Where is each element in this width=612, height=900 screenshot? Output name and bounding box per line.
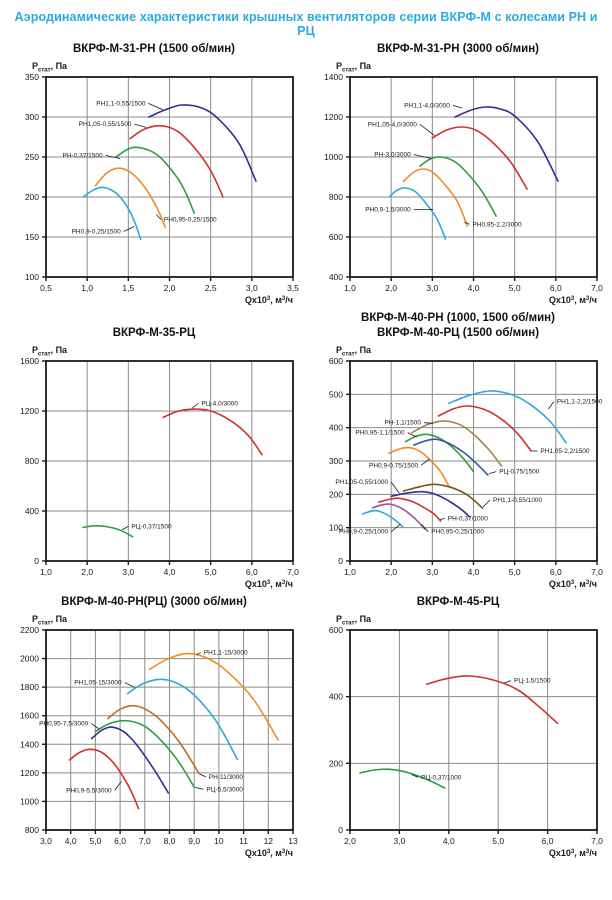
x-axis-label: $Qх10^3$, $м^3/ч$ — [244, 295, 293, 305]
chart-panel-5 — [6, 595, 302, 860]
curve-РН-0,37/1000 — [379, 498, 441, 521]
svg-text:600: 600 — [328, 625, 343, 635]
svg-text:3,0: 3,0 — [122, 567, 135, 577]
curve-РН0,9-0,25/1000 — [362, 511, 402, 527]
svg-text:1400: 1400 — [20, 739, 39, 750]
tick-labels — [324, 72, 603, 293]
curve-label: РЦ-5,5/3000 — [206, 786, 243, 794]
curve-label: РН0,9-0,75/1500 — [369, 462, 419, 470]
curve-label: РН1,05-0,55/1500 — [78, 121, 132, 129]
chart-panel-1 — [6, 42, 302, 307]
y-axis-label: $Р_{стат}$, Па — [336, 345, 372, 358]
svg-text:7,0: 7,0 — [138, 836, 151, 846]
svg-text:6,0: 6,0 — [245, 567, 258, 577]
curve-label: РН1,05-4,0/3000 — [367, 121, 417, 129]
svg-text:300: 300 — [24, 112, 39, 122]
svg-text:6,0: 6,0 — [114, 836, 127, 846]
curve-label: РН0,95-0,25/1500 — [163, 216, 217, 224]
svg-text:12: 12 — [263, 836, 274, 846]
curve-label: РН-0,37/1000 — [447, 515, 488, 523]
svg-text:1200: 1200 — [20, 767, 39, 778]
svg-text:4,0: 4,0 — [442, 836, 455, 846]
curves — [83, 409, 262, 536]
svg-text:500: 500 — [328, 389, 343, 400]
chart-title — [361, 311, 555, 341]
svg-text:9,0: 9,0 — [188, 836, 201, 846]
curve-label: РЦ-0,37/1500 — [131, 523, 172, 531]
chart-panel-6 — [310, 595, 606, 860]
svg-text:1000: 1000 — [20, 796, 39, 807]
svg-text:11: 11 — [239, 836, 249, 846]
curve-РН1,1-0,55/1000 — [404, 484, 483, 508]
chart-title — [73, 42, 235, 57]
svg-text:600: 600 — [328, 232, 343, 242]
svg-text:7,0: 7,0 — [591, 283, 603, 293]
svg-text:4,0: 4,0 — [64, 836, 77, 846]
svg-text:7,0: 7,0 — [287, 567, 299, 577]
curve-РЦ-0,75/1500 — [414, 439, 488, 475]
axis-ticks — [42, 630, 293, 834]
svg-text:300: 300 — [328, 456, 343, 466]
svg-text:3,5: 3,5 — [287, 283, 299, 293]
svg-text:200: 200 — [328, 758, 343, 769]
svg-text:0: 0 — [34, 556, 39, 566]
x-axis-label: $Qх10^3$, $м^3/ч$ — [244, 848, 293, 858]
svg-text:2,0: 2,0 — [385, 567, 398, 577]
curve-label: РН0,9-1,5/3000 — [365, 206, 411, 214]
svg-text:400: 400 — [328, 272, 343, 282]
svg-text:7,0: 7,0 — [591, 567, 603, 577]
chart-title-line: ВКРФ-М-40-РН (1000, 1500 об/мин) — [361, 312, 555, 324]
curve-label: РЦ-1,5/1500 — [514, 677, 551, 685]
curve-РН1,1-15/3000 — [150, 654, 279, 740]
svg-text:2,0: 2,0 — [81, 567, 94, 577]
curve-РН1,1-0,55/1500 — [149, 105, 256, 181]
curve-label: РН-1,1/1500 — [384, 419, 422, 427]
svg-text:800: 800 — [24, 825, 39, 835]
svg-text:1000: 1000 — [324, 152, 343, 162]
axis-ticks — [346, 630, 597, 834]
svg-text:2200: 2200 — [20, 625, 39, 635]
chart-panel-4 — [310, 311, 606, 591]
svg-text:1200: 1200 — [20, 406, 39, 416]
grid-lines — [46, 77, 293, 277]
curves — [70, 654, 279, 809]
svg-text:3,0: 3,0 — [393, 836, 406, 846]
svg-text:8,0: 8,0 — [163, 836, 176, 846]
svg-text:5,0: 5,0 — [204, 567, 217, 577]
svg-text:200: 200 — [24, 192, 39, 202]
y-axis-label: $Р_{стат}$, Па — [32, 614, 68, 627]
svg-text:2000: 2000 — [20, 653, 39, 664]
svg-text:5,0: 5,0 — [89, 836, 102, 846]
curve-label: РН1,05-15/3000 — [74, 679, 122, 687]
curve-РН0,95-0,25/1500 — [95, 168, 165, 227]
grid-lines — [350, 630, 597, 830]
axis-ticks — [42, 361, 293, 565]
chart-canvas — [6, 341, 302, 591]
curves — [362, 391, 566, 529]
chart-canvas — [6, 57, 302, 307]
svg-text:2,0: 2,0 — [344, 836, 356, 846]
curve-label: РН0,9-5,5/3000 — [66, 787, 112, 795]
curve-label: РЦ-4,0/3000 — [201, 400, 238, 408]
y-axis-label: $Р_{стат}$, Па — [32, 345, 68, 358]
svg-text:0: 0 — [338, 556, 343, 566]
curve-label: РН1,05-0,55/1000 — [335, 479, 389, 486]
svg-text:400: 400 — [24, 506, 39, 516]
curve-РЦ-4,0/3000 — [163, 409, 262, 455]
svg-text:1,0: 1,0 — [81, 283, 94, 293]
curve-label: РН1,1-15/3000 — [203, 649, 248, 657]
chart-title-line: ВКРФ-М-31-РН (1500 об/мин) — [73, 43, 235, 55]
svg-text:1,0: 1,0 — [40, 567, 52, 577]
curve-label: РН-3,0/3000 — [374, 151, 411, 159]
svg-text:3,0: 3,0 — [40, 836, 52, 846]
chart-title — [61, 595, 247, 610]
svg-text:13: 13 — [288, 836, 298, 846]
charts-grid — [6, 42, 606, 860]
svg-text:400: 400 — [328, 691, 343, 702]
svg-text:1400: 1400 — [324, 72, 343, 82]
curve-label: РН0,9-0,25/1500 — [71, 228, 121, 236]
chart-title — [113, 326, 196, 341]
svg-text:2,5: 2,5 — [204, 283, 217, 293]
x-axis-label: $Qх10^3$, $м^3/ч$ — [548, 579, 597, 589]
curve-label: РН0,95-7,5/3000 — [39, 720, 89, 728]
chart-panel-3 — [6, 311, 302, 591]
svg-text:1,0: 1,0 — [344, 283, 356, 293]
plot-border — [350, 630, 597, 830]
svg-text:0,5: 0,5 — [40, 283, 52, 293]
chart-title-line: ВКРФ-М-45-РЦ — [416, 596, 500, 608]
curve-labels — [412, 678, 551, 782]
svg-text:250: 250 — [24, 152, 39, 162]
svg-text:5,0: 5,0 — [492, 836, 505, 846]
curve-label: РН1,1-0,55/1000 — [493, 497, 543, 504]
curve-РН1,1-4,0/3000 — [455, 107, 558, 181]
svg-text:3,0: 3,0 — [426, 283, 439, 293]
curve-label: РН-11/3000 — [208, 773, 244, 781]
chart-title — [417, 595, 500, 610]
curve-label: РН1,1-4,0/3000 — [404, 102, 450, 110]
svg-text:150: 150 — [24, 232, 39, 242]
svg-text:7,0: 7,0 — [591, 836, 603, 846]
curve-label: РН0,95-0,25/1000 — [431, 528, 485, 536]
svg-text:1800: 1800 — [20, 682, 39, 693]
svg-text:6,0: 6,0 — [541, 836, 554, 846]
svg-text:800: 800 — [24, 456, 39, 466]
svg-text:1600: 1600 — [20, 710, 39, 721]
curve-label: РН0,95-2,2/3000 — [472, 221, 522, 229]
chart-canvas — [310, 341, 606, 591]
y-axis-label: $Р_{стат}$, Па — [32, 61, 68, 74]
curve-label: РН0,95-1,1/1500 — [355, 429, 405, 437]
curve-label: РЦ-0,75/1500 — [499, 468, 540, 476]
svg-text:3,0: 3,0 — [426, 567, 439, 577]
curve-РН-3,0/3000 — [420, 157, 496, 216]
svg-text:1,0: 1,0 — [344, 567, 356, 577]
chart-canvas — [310, 610, 606, 860]
y-axis-label: $Р_{стат}$, Па — [336, 614, 372, 627]
curve-РН1,05-0,55/1000 — [391, 492, 469, 517]
curve-РЦ-0,37/1500 — [83, 526, 133, 537]
tick-labels — [25, 72, 299, 293]
curve-label: РН1,1-0,55/1500 — [96, 100, 146, 108]
chart-title — [377, 42, 539, 57]
chart-title-line: ВКРФ-М-35-РЦ — [112, 327, 196, 339]
svg-text:600: 600 — [328, 356, 343, 366]
grid-lines — [350, 77, 597, 277]
grid-lines — [46, 361, 293, 561]
svg-text:100: 100 — [328, 522, 343, 533]
svg-text:0: 0 — [338, 825, 343, 835]
svg-text:1200: 1200 — [324, 112, 343, 122]
svg-text:3,0: 3,0 — [245, 283, 258, 293]
chart-title-line: ВКРФ-М-31-РН (3000 об/мин) — [377, 43, 539, 55]
svg-text:1,5: 1,5 — [122, 283, 135, 293]
curve-РН0,9-5,5/3000 — [70, 749, 139, 808]
svg-text:800: 800 — [328, 192, 343, 202]
curve-label: РН1,05-2,2/1500 — [540, 448, 590, 455]
chart-canvas — [310, 57, 606, 307]
svg-text:10: 10 — [214, 836, 224, 846]
curve-label: РЦ-0,37/1000 — [421, 774, 462, 782]
svg-text:350: 350 — [24, 72, 39, 82]
tick-labels — [20, 356, 299, 577]
svg-text:6,0: 6,0 — [549, 567, 562, 577]
x-axis-label: $Qх10^3$, $м^3/ч$ — [548, 848, 597, 858]
svg-text:1600: 1600 — [20, 356, 39, 366]
curve-label: РН-0,37/1500 — [62, 152, 103, 160]
svg-text:6,0: 6,0 — [549, 283, 562, 293]
page-title: Аэродинамические характеристики крышных вентиляторов серии ВКРФ-М с колесами РН и РЦ — [14, 10, 598, 38]
curve-label: РН1,1-2,2/1500 — [556, 398, 603, 406]
curve-labels — [63, 100, 218, 235]
curve-РН1,1-2,2/1500 — [449, 391, 566, 443]
svg-text:200: 200 — [328, 489, 343, 500]
svg-text:5,0: 5,0 — [508, 283, 521, 293]
curve-labels — [335, 399, 602, 536]
chart-canvas — [6, 610, 302, 860]
curves — [360, 676, 558, 788]
y-axis-label: $Р_{стат}$, Па — [336, 61, 372, 74]
svg-text:2,0: 2,0 — [385, 283, 398, 293]
svg-text:5,0: 5,0 — [508, 567, 521, 577]
chart-panel-2 — [310, 42, 606, 307]
svg-text:4,0: 4,0 — [467, 567, 480, 577]
svg-text:4,0: 4,0 — [163, 567, 176, 577]
svg-text:400: 400 — [328, 422, 343, 433]
x-axis-label: $Qх10^3$, $м^3/ч$ — [548, 295, 597, 305]
svg-text:100: 100 — [24, 272, 39, 282]
curve-labels — [365, 102, 522, 228]
svg-text:4,0: 4,0 — [467, 283, 480, 293]
chart-title-line: ВКРФ-М-40-РЦ (1500 об/мин) — [376, 327, 540, 339]
tick-labels — [329, 625, 603, 846]
curve-label: РН0,9-0,25/1000 — [338, 528, 389, 536]
svg-text:2,0: 2,0 — [163, 283, 176, 293]
chart-title-line: ВКРФ-М-40-РН(РЦ) (3000 об/мин) — [61, 596, 247, 608]
x-axis-label: $Qх10^3$, $м^3/ч$ — [244, 579, 293, 589]
